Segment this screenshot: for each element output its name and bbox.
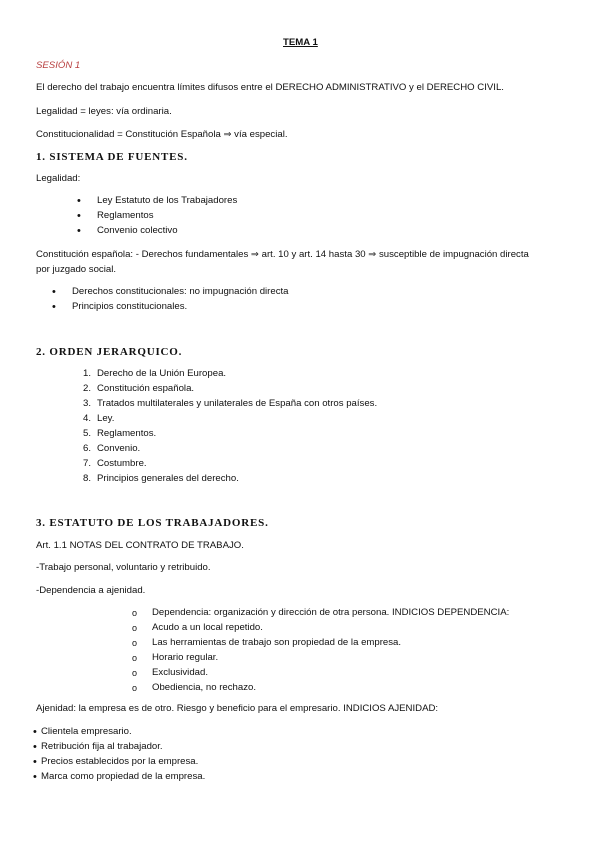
list-text: Costumbre. [97,458,147,469]
intro-line: Constitucionalidad = Constitución Española ⇒ vía especial. [36,129,288,140]
list-item: • Retribución fija al trabajador. [41,741,163,753]
list-item: o Dependencia: organización y dirección de otra persona. INDICIOS DEPENDENCIA: [152,607,509,619]
constitucion-text: por juzgado social. [36,264,116,275]
list-text: Ley. [97,413,115,424]
list-item: o Las herramientas de trabajo son propiedad de la empresa. [152,637,401,649]
list-text: Constitución española. [97,383,195,394]
list-item: o Exclusividad. [152,667,208,679]
list-item: • Ley Estatuto de los Trabajadores [97,195,237,207]
ajenidad-line: Ajenidad: la empresa es de otro. Riesgo y beneficio para el empresario. INDICIOS AJENIDAD: [36,703,439,714]
art-line: Art. 1.1 NOTAS DEL CONTRATO DE TRABAJO. [36,540,244,551]
list-item: o Horario regular. [152,652,218,664]
list-text: Convenio. [97,443,141,454]
list-number: 2. [82,383,91,394]
list-number: 4. [82,413,91,424]
list-item: • Derechos constitucionales: no impugnación directa [72,286,289,298]
session-label: SESIÓN 1 [36,60,81,71]
list-item: • Precios establecidos por la empresa. [41,756,198,768]
constitucion-text: Constitución española: - Derechos fundamentales ⇒ art. 10 y art. 14 hasta 30 ⇒ susceptible de impugnación directa [36,249,529,260]
list-number: 8. [82,473,91,484]
intro-line: Legalidad = leyes: vía ordinaria. [36,106,172,117]
list-number: 5. [82,428,91,439]
list-text: Reglamentos. [97,428,157,439]
list-item [82,368,227,380]
list-item [82,398,378,410]
section-heading: 3. ESTATUTO DE LOS TRABAJADORES. [36,517,269,529]
section-heading: 2. ORDEN JERARQUICO. [36,346,183,358]
page-title: TEMA 1 [283,37,318,48]
list-text: Principios generales del derecho. [97,473,239,484]
list-number: 7. [82,458,91,469]
list-item: o Obediencia, no rechazo. [152,682,256,694]
list-item: • Reglamentos [97,210,154,222]
list-item [82,473,239,485]
list-number: 3. [82,398,91,409]
list-item: • Convenio colectivo [97,225,178,237]
intro-line: El derecho del trabajo encuentra límites difusos entre el DERECHO ADMINISTRATIVO y el DERECHO CIVIL. [36,82,504,93]
list-number: 1. [82,368,91,379]
list-text: Tratados multilaterales y unilaterales de España con otros países. [97,398,378,409]
list-text: Derecho de la Unión Europea. [97,368,227,379]
list-item [82,383,195,395]
list-number: 6. [82,443,91,454]
list-item [82,443,141,455]
dependencia-line: -Dependencia a ajenidad. [36,585,146,596]
list-item [82,428,157,440]
legalidad-label: Legalidad: [36,173,81,184]
list-item [82,458,147,470]
list-item: • Principios constitucionales. [72,301,187,313]
section-heading: 1. SISTEMA DE FUENTES. [36,151,188,163]
list-item: o Acudo a un local repetido. [152,622,263,634]
list-item: • Clientela empresario. [41,726,132,738]
list-item [82,413,115,425]
trabajo-line: -Trabajo personal, voluntario y retribuido. [36,562,211,573]
list-item: • Marca como propiedad de la empresa. [41,771,205,783]
